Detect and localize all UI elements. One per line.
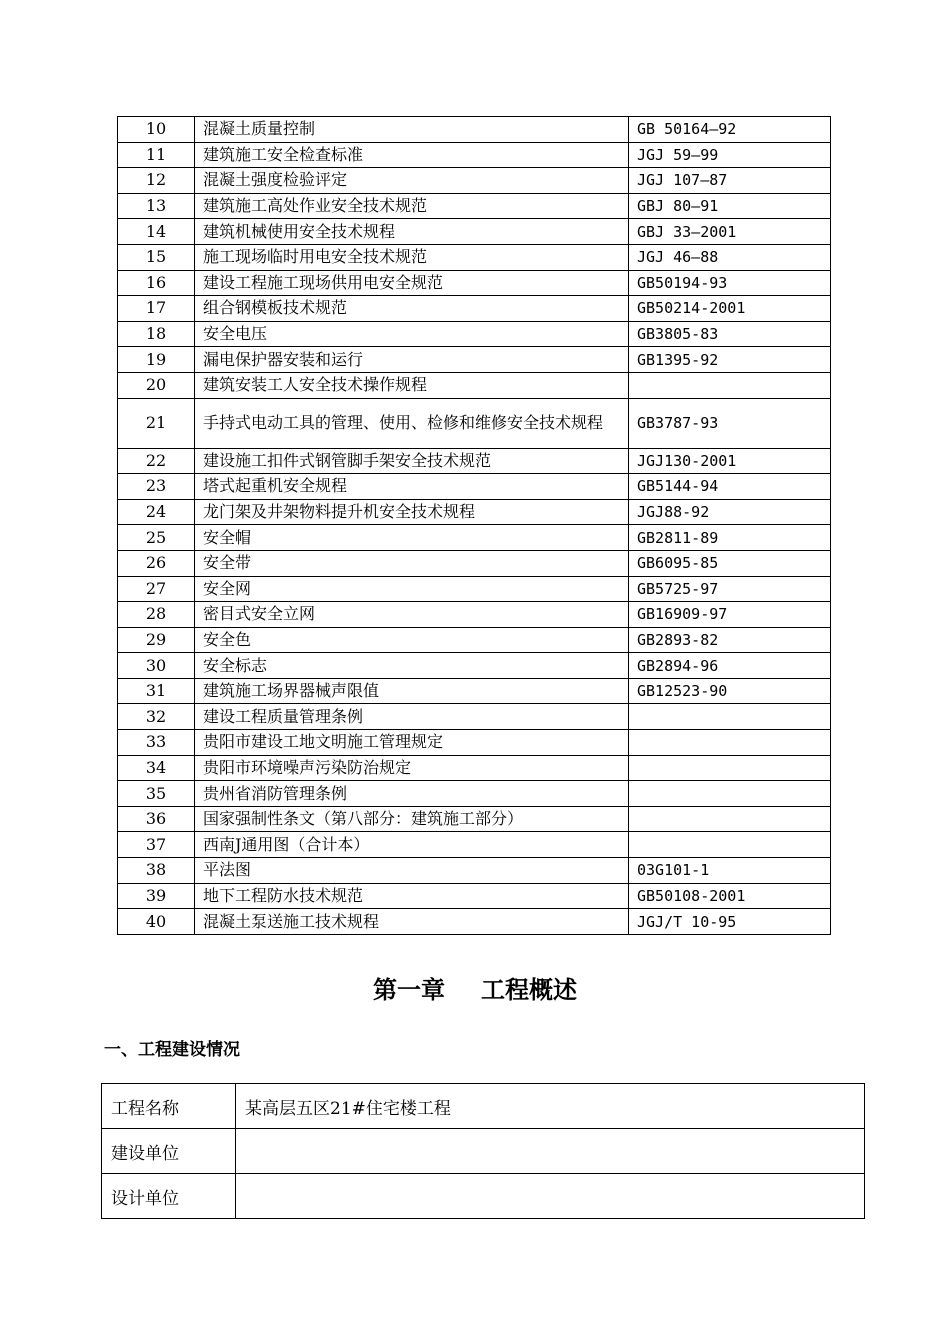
row-number: 12 xyxy=(118,168,195,194)
row-number: 30 xyxy=(118,653,195,679)
table-row xyxy=(118,704,831,730)
standard-name: 建设工程施工现场供用电安全规范 xyxy=(195,270,629,296)
row-number: 34 xyxy=(118,755,195,781)
table-row xyxy=(118,806,831,832)
standard-code: GB50194-93 xyxy=(629,270,831,296)
info-label: 设计单位 xyxy=(102,1174,236,1219)
row-number: 35 xyxy=(118,781,195,807)
info-row xyxy=(102,1084,865,1129)
table-row xyxy=(118,909,831,935)
standard-name: 建设工程质量管理条例 xyxy=(195,704,629,730)
table-row xyxy=(118,193,831,219)
table-row xyxy=(118,448,831,474)
info-label: 建设单位 xyxy=(102,1129,236,1174)
table-row xyxy=(118,627,831,653)
table-row xyxy=(118,550,831,576)
info-value xyxy=(236,1174,865,1219)
row-number: 37 xyxy=(118,832,195,858)
row-number: 29 xyxy=(118,627,195,653)
standard-code: JGJ 107—87 xyxy=(629,168,831,194)
standard-name: 组合钢模板技术规范 xyxy=(195,296,629,322)
row-number: 19 xyxy=(118,347,195,373)
standard-name: 混凝土强度检验评定 xyxy=(195,168,629,194)
standard-code xyxy=(629,781,831,807)
standard-code: GB3787-93 xyxy=(629,398,831,448)
standard-name: 建筑施工场界器械声限值 xyxy=(195,678,629,704)
standard-code xyxy=(629,832,831,858)
standard-code xyxy=(629,730,831,756)
standard-code xyxy=(629,372,831,398)
row-number: 32 xyxy=(118,704,195,730)
row-number: 21 xyxy=(118,398,195,448)
chapter-title: 工程概述 xyxy=(481,976,577,1004)
table-row xyxy=(118,602,831,628)
standard-code: GB2893-82 xyxy=(629,627,831,653)
table-row xyxy=(118,755,831,781)
table-row xyxy=(118,372,831,398)
standard-name: 贵州省消防管理条例 xyxy=(195,781,629,807)
standard-code: GB16909-97 xyxy=(629,602,831,628)
table-row xyxy=(118,142,831,168)
standard-name: 手持式电动工具的管理、使用、检修和维修安全技术规程 xyxy=(195,398,629,448)
table-row xyxy=(118,525,831,551)
info-row xyxy=(102,1174,865,1219)
standard-name: 安全帽 xyxy=(195,525,629,551)
standard-code: GB5144-94 xyxy=(629,474,831,500)
standard-name: 地下工程防水技术规范 xyxy=(195,883,629,909)
standard-name: 塔式起重机安全规程 xyxy=(195,474,629,500)
row-number: 15 xyxy=(118,244,195,270)
row-number: 23 xyxy=(118,474,195,500)
row-number: 38 xyxy=(118,858,195,884)
standard-code: JGJ130-2001 xyxy=(629,448,831,474)
standard-code: 03G101-1 xyxy=(629,858,831,884)
standard-name: 安全网 xyxy=(195,576,629,602)
row-number: 39 xyxy=(118,883,195,909)
row-number: 33 xyxy=(118,730,195,756)
standard-name: 建筑施工高处作业安全技术规范 xyxy=(195,193,629,219)
section-heading: 一、工程建设情况 xyxy=(104,1040,240,1060)
row-number: 17 xyxy=(118,296,195,322)
standard-code: JGJ 59—99 xyxy=(629,142,831,168)
standard-name: 建设施工扣件式钢管脚手架安全技术规范 xyxy=(195,448,629,474)
table-row xyxy=(118,117,831,143)
project-info-table xyxy=(101,1083,865,1219)
info-row xyxy=(102,1129,865,1174)
table-row xyxy=(118,678,831,704)
standard-name: 贵阳市建设工地文明施工管理规定 xyxy=(195,730,629,756)
row-number: 40 xyxy=(118,909,195,935)
standard-code xyxy=(629,704,831,730)
standard-code: JGJ88-92 xyxy=(629,499,831,525)
table-row xyxy=(118,244,831,270)
standard-name: 混凝土泵送施工技术规程 xyxy=(195,909,629,935)
standard-name: 龙门架及井架物料提升机安全技术规程 xyxy=(195,499,629,525)
standard-code: GB6095-85 xyxy=(629,550,831,576)
standard-name: 混凝土质量控制 xyxy=(195,117,629,143)
standard-name: 漏电保护器安装和运行 xyxy=(195,347,629,373)
row-number: 18 xyxy=(118,321,195,347)
info-label: 工程名称 xyxy=(102,1084,236,1129)
row-number: 28 xyxy=(118,602,195,628)
standard-name: 平法图 xyxy=(195,858,629,884)
row-number: 24 xyxy=(118,499,195,525)
standard-name: 安全色 xyxy=(195,627,629,653)
table-row xyxy=(118,653,831,679)
row-number: 22 xyxy=(118,448,195,474)
row-number: 31 xyxy=(118,678,195,704)
standard-code: GB 50164—92 xyxy=(629,117,831,143)
table-row xyxy=(118,576,831,602)
table-row xyxy=(118,168,831,194)
standard-code: GB3805-83 xyxy=(629,321,831,347)
row-number: 16 xyxy=(118,270,195,296)
table-row xyxy=(118,883,831,909)
standard-name: 建筑施工安全检查标准 xyxy=(195,142,629,168)
table-row xyxy=(118,296,831,322)
standard-name: 建筑机械使用安全技术规程 xyxy=(195,219,629,245)
standard-name: 贵阳市环境噪声污染防治规定 xyxy=(195,755,629,781)
table-row xyxy=(118,321,831,347)
info-value: 某高层五区21#住宅楼工程 xyxy=(236,1084,865,1129)
standard-code xyxy=(629,755,831,781)
row-number: 26 xyxy=(118,550,195,576)
standard-code: JGJ/T 10-95 xyxy=(629,909,831,935)
standards-table xyxy=(117,116,831,935)
standard-code: GB50214-2001 xyxy=(629,296,831,322)
table-row xyxy=(118,219,831,245)
table-row xyxy=(118,499,831,525)
standard-name: 密目式安全立网 xyxy=(195,602,629,628)
table-row xyxy=(118,832,831,858)
row-number: 20 xyxy=(118,372,195,398)
table-row xyxy=(118,398,831,448)
standard-name: 施工现场临时用电安全技术规范 xyxy=(195,244,629,270)
row-number: 27 xyxy=(118,576,195,602)
standard-code: JGJ 46—88 xyxy=(629,244,831,270)
standard-name: 安全带 xyxy=(195,550,629,576)
standard-code: GB12523-90 xyxy=(629,678,831,704)
table-row xyxy=(118,781,831,807)
row-number: 10 xyxy=(118,117,195,143)
row-number: 14 xyxy=(118,219,195,245)
table-row xyxy=(118,474,831,500)
table-row xyxy=(118,730,831,756)
standard-code: GBJ 33—2001 xyxy=(629,219,831,245)
table-row xyxy=(118,858,831,884)
standard-code: GB2894-96 xyxy=(629,653,831,679)
standard-name: 国家强制性条文（第八部分：建筑施工部分） xyxy=(195,806,629,832)
standard-code: GB50108-2001 xyxy=(629,883,831,909)
table-row xyxy=(118,347,831,373)
chapter-heading xyxy=(0,972,950,1008)
standard-code: GBJ 80—91 xyxy=(629,193,831,219)
table-row xyxy=(118,270,831,296)
standard-code: GB5725-97 xyxy=(629,576,831,602)
standard-code xyxy=(629,806,831,832)
row-number: 13 xyxy=(118,193,195,219)
row-number: 36 xyxy=(118,806,195,832)
row-number: 11 xyxy=(118,142,195,168)
standard-code: GB1395-92 xyxy=(629,347,831,373)
standard-name: 西南J通用图（合计本） xyxy=(195,832,629,858)
row-number: 25 xyxy=(118,525,195,551)
standard-name: 安全标志 xyxy=(195,653,629,679)
chapter-number: 第一章 xyxy=(373,976,445,1004)
info-value xyxy=(236,1129,865,1174)
standard-name: 安全电压 xyxy=(195,321,629,347)
standard-code: GB2811-89 xyxy=(629,525,831,551)
standard-name: 建筑安装工人安全技术操作规程 xyxy=(195,372,629,398)
